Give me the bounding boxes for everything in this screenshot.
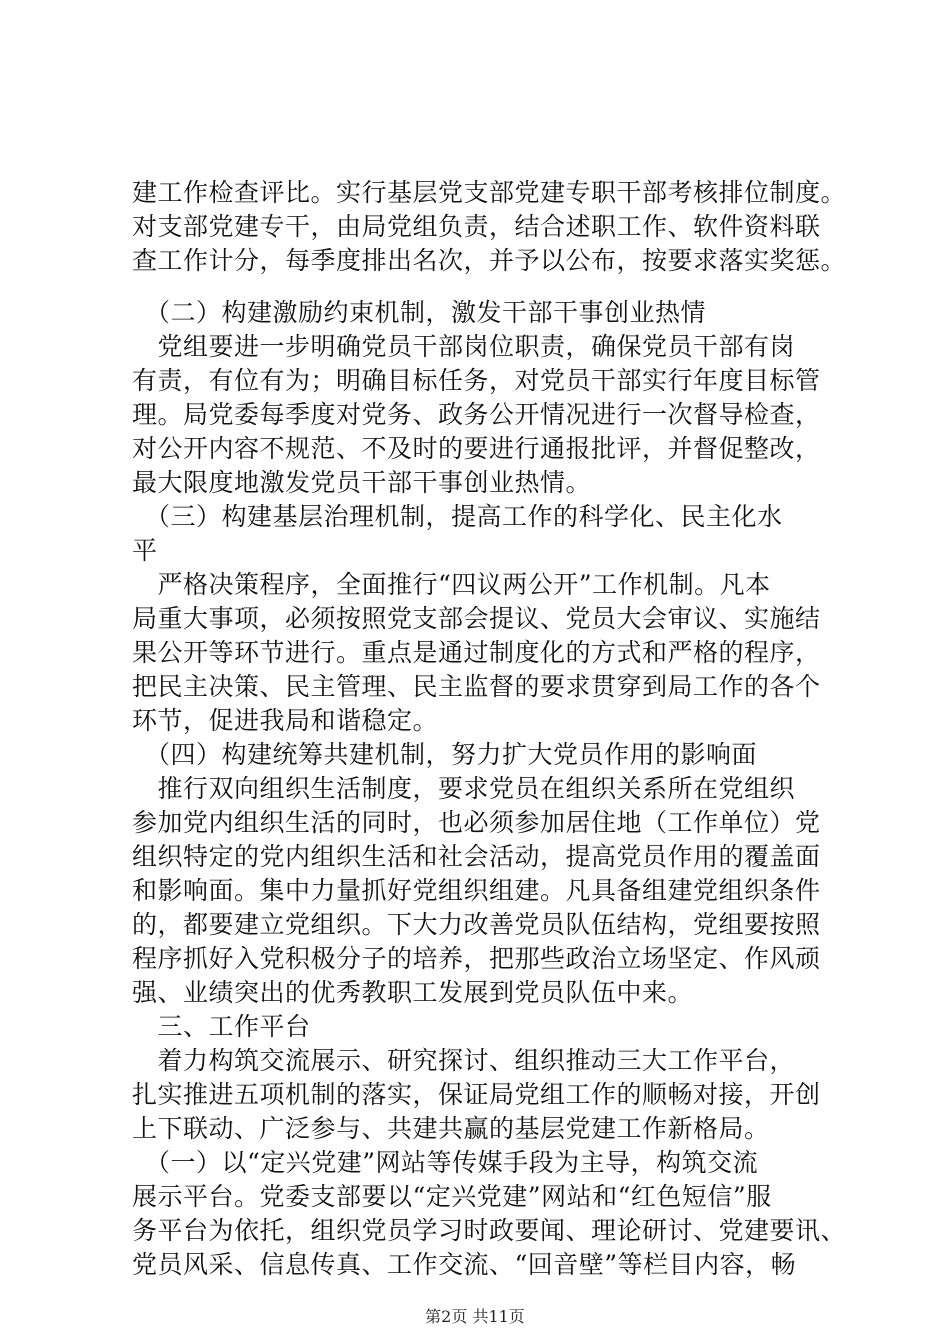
text-line: 推行双向组织生活制度，要求党员在组织关系所在党组织 (132, 774, 796, 803)
text-line: 对支部党建专干，由局党组负责，结合述职工作、软件资料联 (132, 212, 821, 241)
text-line: 对公开内容不规范、不及时的要进行通报批评，并督促整改， (132, 434, 821, 463)
section-heading: （二）构建激励约束机制，激发干部干事创业热情 (132, 298, 707, 327)
text-line: 平 (132, 536, 158, 565)
section-heading: 三、工作平台 (132, 1012, 311, 1041)
text-line: 展示平台。党委支部要以“定兴党建”网站和“红色短信”服 (132, 1182, 772, 1211)
text-line: 党组要进一步明确党员干部岗位职责，确保党员干部有岗 (132, 332, 796, 361)
text-line: 参加党内组织生活的同时，也必须参加居住地（工作单位）党 (132, 808, 821, 837)
text-line: 和影响面。集中力量抓好党组织组建。凡具备组建党组织条件 (132, 876, 821, 905)
text-line: 务平台为依托，组织党员学习时政要闻、理论研讨、党建要讯、 (132, 1216, 847, 1245)
text-line: 上下联动、广泛参与、共建共赢的基层党建工作新格局。 (132, 1114, 770, 1143)
text-line: 理。局党委每季度对党务、政务公开情况进行一次督导检查， (132, 400, 821, 429)
text-line: 严格决策程序，全面推行“四议两公开”工作机制。凡本 (132, 570, 771, 599)
text-line: 强、业绩突出的优秀教职工发展到党员队伍中来。 (132, 978, 694, 1007)
page-number-footer: 第2页 共11页 (425, 1307, 525, 1326)
text-line: 把民主决策、民主管理、民主监督的要求贯穿到局工作的各个 (132, 672, 821, 701)
text-line: 有责，有位有为；明确目标任务，对党员干部实行年度目标管 (132, 366, 821, 395)
text-line: 环节，促进我局和谐稳定。 (132, 706, 439, 735)
text-line: 局重大事项，必须按照党支部会提议、党员大会审议、实施结 (132, 604, 821, 633)
text-line: 查工作计分，每季度排出名次，并予以公布，按要求落实奖惩。 (132, 246, 847, 275)
text-line: 的，都要建立党组织。下大力改善党员队伍结构，党组要按照 (132, 910, 821, 939)
text-line: 建工作检查评比。实行基层党支部党建专职干部考核排位制度。 (132, 178, 847, 207)
text-line: 组织特定的党内组织生活和社会活动，提高党员作用的覆盖面 (132, 842, 821, 871)
text-line: 果公开等环节进行。重点是通过制度化的方式和严格的程序， (132, 638, 821, 667)
section-heading: （三）构建基层治理机制，提高工作的科学化、民主化水 (132, 502, 783, 531)
text-line: 着力构筑交流展示、研究探讨、组织推动三大工作平台， (132, 1046, 796, 1075)
text-line: 最大限度地激发党员干部干事创业热情。 (132, 468, 592, 497)
section-heading: （四）构建统筹共建机制，努力扩大党员作用的影响面 (132, 740, 758, 769)
text-line: 扎实推进五项机制的落实，保证局党组工作的顺畅对接，开创 (132, 1080, 821, 1109)
section-heading: （一）以“定兴党建”网站等传媒手段为主导，构筑交流 (132, 1148, 759, 1177)
text-line: 党员风采、信息传真、工作交流、“回音壁”等栏目内容，畅 (132, 1250, 797, 1279)
text-line: 程序抓好入党积极分子的培养，把那些政治立场坚定、作风顽 (132, 944, 821, 973)
